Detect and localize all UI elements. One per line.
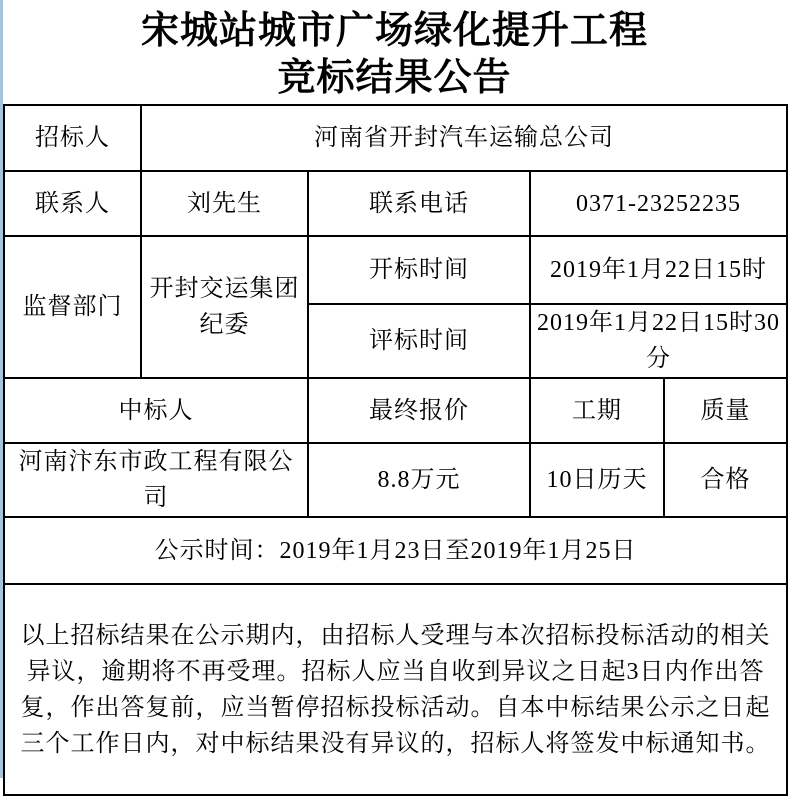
eval-time-label-cell: 评标时间 <box>308 304 530 378</box>
publicity-period-cell: 公示时间：2019年1月23日至2019年1月25日 <box>4 517 787 584</box>
table-row <box>4 171 787 236</box>
left-page-edge <box>0 0 3 778</box>
bid-result-table <box>3 104 788 796</box>
price-value-cell: 8.8万元 <box>308 443 530 517</box>
duration-header-cell: 工期 <box>530 378 664 443</box>
bidder-label-cell: 招标人 <box>4 105 141 171</box>
open-time-label-cell: 开标时间 <box>308 236 530 304</box>
phone-value-cell: 0371-23252235 <box>530 171 787 236</box>
winner-header-cell: 中标人 <box>4 378 308 443</box>
table-row <box>4 236 787 304</box>
document-title <box>0 0 789 104</box>
supervisor-label-cell: 监督部门 <box>4 236 141 378</box>
contact-value-cell: 刘先生 <box>141 171 308 236</box>
table-row <box>4 584 787 795</box>
duration-value-cell: 10日历天 <box>530 443 664 517</box>
supervisor-value-cell: 开封交运集团纪委 <box>141 236 308 378</box>
contact-label-cell: 联系人 <box>4 171 141 236</box>
phone-label-cell: 联系电话 <box>308 171 530 236</box>
title-line-1: 宋城站城市广场绿化提升工程 <box>140 10 648 52</box>
bidder-value-cell: 河南省开封汽车运输总公司 <box>141 105 787 171</box>
eval-time-value-cell: 2019年1月22日15时30分 <box>530 304 787 378</box>
quality-value-cell: 合格 <box>664 443 787 517</box>
table-row <box>4 443 787 517</box>
table-row <box>4 517 787 584</box>
table-row <box>4 378 787 443</box>
notice-paragraph-cell: 以上招标结果在公示期内，由招标人受理与本次招标投标活动的相关异议，逾期将不再受理。招标人应当自收到异议之日起3日内作出答复，作出答复前，应当暂停招标投标活动。自本中标结果公示之日起三个工作日内，对中标结果没有异议的，招标人将签发中标通知书。 <box>4 584 787 795</box>
table-row <box>4 105 787 171</box>
title-line-2: 竞标结果公告 <box>277 57 512 99</box>
price-header-cell: 最终报价 <box>308 378 530 443</box>
quality-header-cell: 质量 <box>664 378 787 443</box>
open-time-value-cell: 2019年1月22日15时 <box>530 236 787 304</box>
winner-value-cell: 河南汴东市政工程有限公司 <box>4 443 308 517</box>
